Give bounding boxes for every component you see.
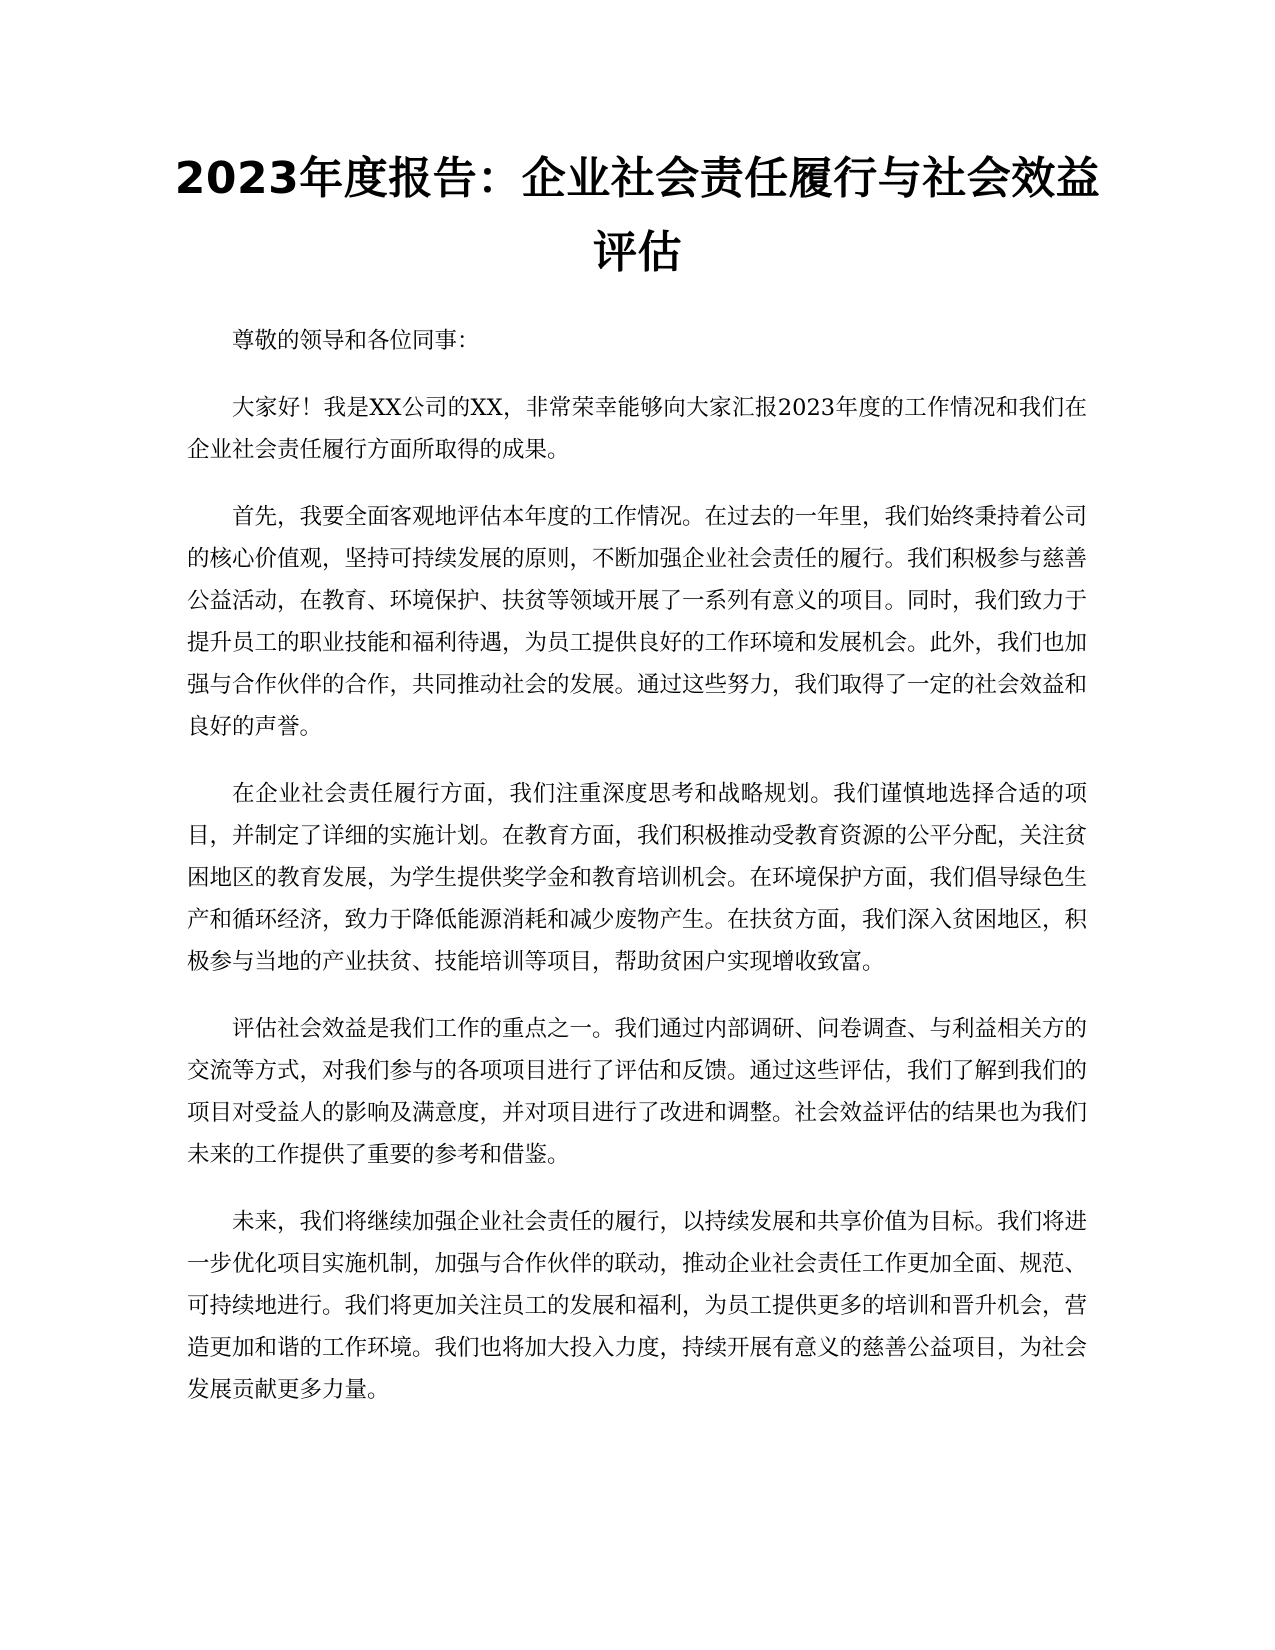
benefit-evaluation-paragraph: 评估社会效益是我们工作的重点之一。我们通过内部调研、问卷调查、与利益相关方的交流等方式，对我们参与的各项项目进行了评估和反馈。通过这些评估，我们了解到我们的项目对受益人的影响及满意度，并对项目进行了改进和调整。社会效益评估的结果也为我们未来的工作提供了重要的参考和借鉴。 bbox=[187, 1016, 1088, 1168]
document-title: 2023年度报告：企业社会责任履行与社会效益评估 bbox=[174, 153, 1101, 278]
document-body bbox=[187, 320, 1087, 1436]
work-review-paragraph: 首先，我要全面客观地评估本年度的工作情况。在过去的一年里，我们始终秉持着公司的核心价值观，坚持可持续发展的原则，不断加强企业社会责任的履行。我们积极参与慈善公益活动，在教育、环境保护、扶贫等领域开展了一系列有意义的项目。同时，我们致力于提升员工的职业技能和福利待遇，为员工提供良好的工作环境和发展机会。此外，我们也加强与合作伙伴的合作，共同推动社会的发展。通过这些努力，我们取得了一定的社会效益和良好的声誉。 bbox=[187, 504, 1088, 740]
csr-practice-paragraph: 在企业社会责任履行方面，我们注重深度思考和战略规划。我们谨慎地选择合适的项目，并制定了详细的实施计划。在教育方面，我们积极推动受教育资源的公平分配，关注贫困地区的教育发展，为学生提供奖学金和教育培训机会。在环境保护方面，我们倡导绿色生产和循环经济，致力于降低能源消耗和减少废物产生。在扶贫方面，我们深入贫困地区，积极参与当地的产业扶贫、技能培训等项目，帮助贫困户实现增收致富。 bbox=[187, 781, 1088, 975]
greeting-paragraph: 大家好！我是XX公司的XX，非常荣幸能够向大家汇报2023年度的工作情况和我们在企业社会责任履行方面所取得的成果。 bbox=[187, 395, 1087, 463]
salutation-paragraph: 尊敬的领导和各位同事： bbox=[232, 328, 480, 354]
future-plan-paragraph: 未来，我们将继续加强企业社会责任的履行，以持续发展和共享价值为目标。我们将进一步优化项目实施机制，加强与合作伙伴的联动，推动企业社会责任工作更加全面、规范、可持续地进行。我们将更加关注员工的发展和福利，为员工提供更多的培训和晋升机会，营造更加和谐的工作环境。我们也将加大投入力度，持续开展有意义的慈善公益项目，为社会发展贡献更多力量。 bbox=[187, 1209, 1088, 1403]
